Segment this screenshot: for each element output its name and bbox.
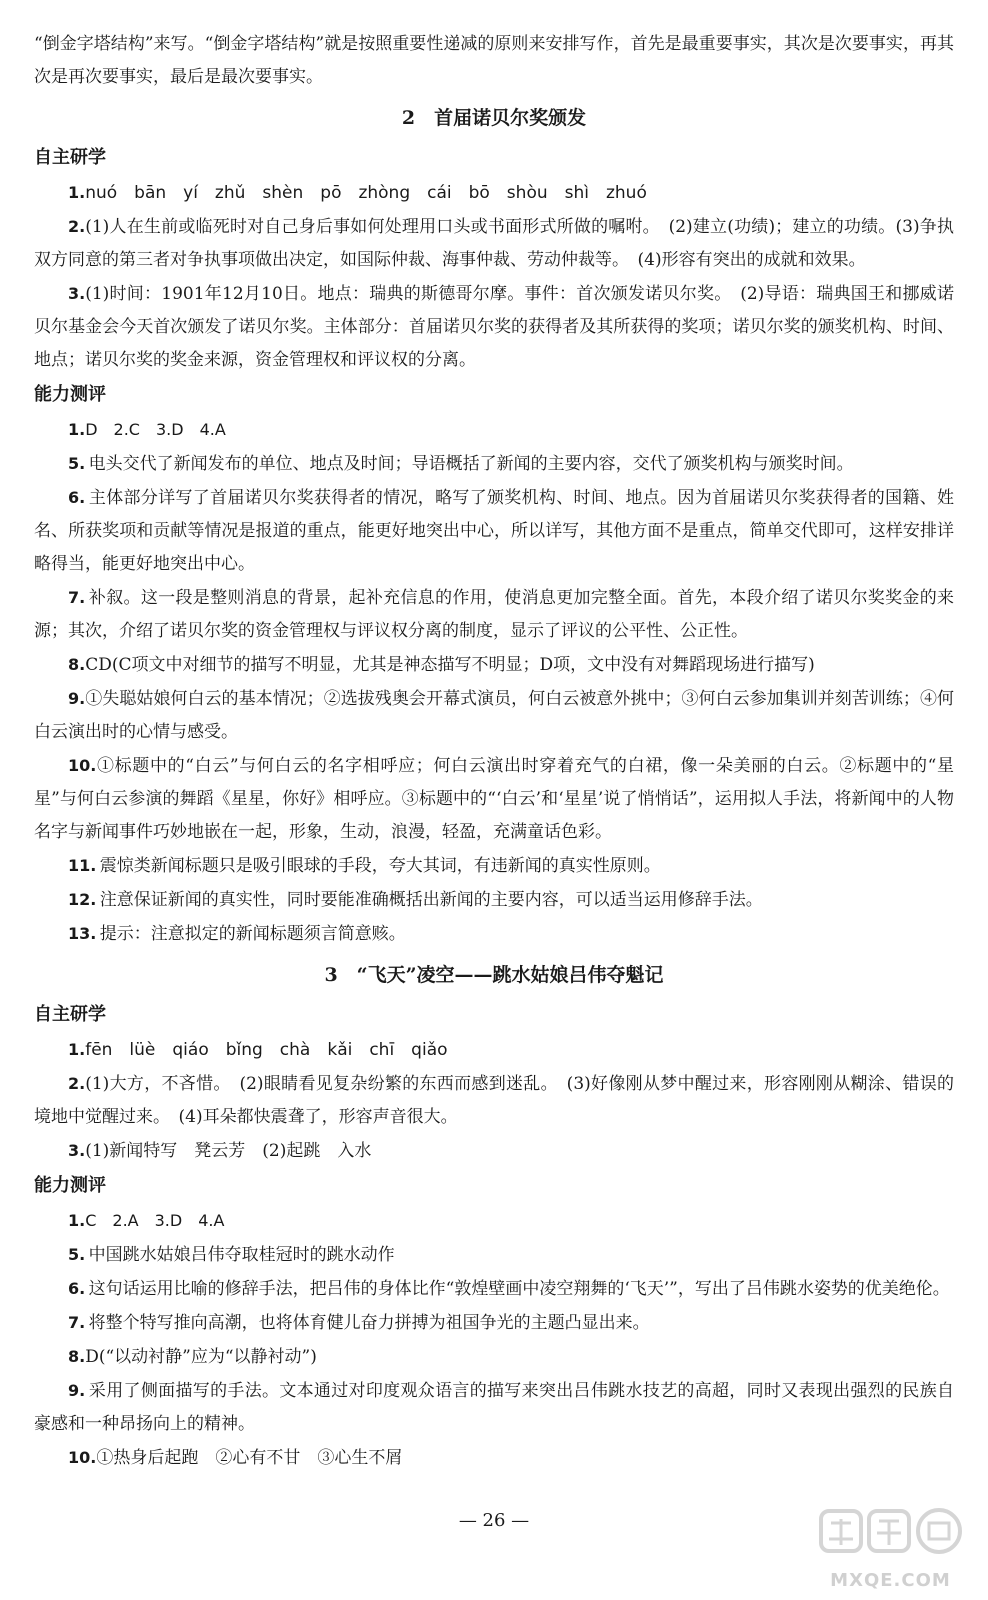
lesson-3-ability-heading: 能力测评: [34, 1175, 106, 1196]
lesson-3-ability-item-1: 1.C 2.A 3.D 4.A: [68, 1211, 225, 1230]
lesson-3-study-item-1: 1.fēn lüè qiáo bǐng chà kǎi chī qiǎo: [68, 1040, 448, 1060]
lesson-2-study-item-2: 2.(1)人在生前或临死时对自己身后事如何处理用口头或书面形式所做的嘱咐。 (2)建立(功绩)；建立的功绩。(3)争执双方同意的第三者对争执事项做出决定，如国际仲裁、海事仲裁、劳动仲裁等。 (4)形容有突出的成就和效果。: [34, 217, 954, 270]
lesson-2-ability-item-9: 9.①失聪姑娘何白云的基本情况；②选拔残奥会开幕式演员，何白云被意外挑中；③何白云参加集训并刻苦训练；④何白云演出时的心情与感受。: [34, 689, 954, 742]
watermark-logo: [803, 1505, 978, 1595]
lesson-2-study-heading: 自主研学: [34, 147, 106, 168]
watermark-text: MXQE.COM: [830, 1570, 951, 1591]
intro-paragraph: “倒金字塔结构”来写。“倒金字塔结构”就是按照重要性递减的原则来安排写作，首先是最重要事实，其次是次要事实，再其次是再次要事实，最后是最次要事实。: [34, 34, 954, 87]
lesson-2-ability-item-12: 12. 注意保证新闻的真实性，同时要能准确概括出新闻的主要内容，可以适当运用修辞手法。: [68, 890, 763, 910]
lesson-3-ability-item-6: 6. 这句话运用比喻的修辞手法，把吕伟的身体比作“敦煌壁画中凌空翔舞的‘飞天’”，写出了吕伟跳水姿势的优美绝伦。: [68, 1279, 950, 1299]
lesson-2-ability-item-13: 13. 提示：注意拟定的新闻标题须言简意赅。: [68, 924, 406, 944]
lesson-2-ability-item-1: 1.D 2.C 3.D 4.A: [68, 420, 226, 439]
lesson-3-ability-item-7: 7. 将整个特写推向高潮，也将体育健儿奋力拼搏为祖国争光的主题凸显出来。: [68, 1313, 650, 1333]
lesson-2-study-item-1: 1.nuó bān yí zhǔ shèn pō zhòng cái bō shòu shì zhuó: [68, 183, 647, 203]
watermark-seal-icon: [803, 1505, 978, 1571]
lesson-3-ability-item-9: 9. 采用了侧面描写的手法。文本通过对印度观众语言的描写来突出吕伟跳水技艺的高超，同时又表现出强烈的民族自豪感和一种昂扬向上的精神。: [34, 1381, 954, 1434]
lesson-2-ability-item-7: 7. 补叙。这一段是整则消息的背景，起补充信息的作用，使消息更加完整全面。首先，本段介绍了诺贝尔奖奖金的来源；其次，介绍了诺贝尔奖的资金管理权与评议权分离的制度，显示了评议的公平性、公正性。: [34, 588, 954, 641]
lesson-3-study-item-2: 2.(1)大方，不吝惜。 (2)眼睛看见复杂纷繁的东西而感到迷乱。 (3)好像刚从梦中醒过来，形容刚刚从糊涂、错误的境地中觉醒过来。 (4)耳朵都快震聋了，形容声音很大。: [34, 1074, 954, 1127]
lesson-3-title: 3 “飞天”凌空——跳水姑娘吕伟夺魁记: [324, 964, 664, 986]
lesson-3-study-item-3: 3.(1)新闻特写 凳云芳 (2)起跳 入水: [68, 1141, 372, 1161]
answer-page: [34, 28, 954, 1475]
lesson-2-ability-item-8: 8.CD(C项文中对细节的描写不明显，尤其是神态描写不明显；D项，文中没有对舞蹈现场进行描写): [68, 655, 815, 675]
lesson-2-ability-heading: 能力测评: [34, 384, 106, 405]
page-number: — 26 —: [458, 1510, 530, 1531]
lesson-2-study-item-3: 3.(1)时间：1901年12月10日。地点：瑞典的斯德哥尔摩。事件：首次颁发诺贝尔奖。 (2)导语：瑞典国王和挪威诺贝尔基金会今天首次颁发了诺贝尔奖。主体部分：首届诺贝尔奖的获得者及其所获得的奖项；诺贝尔奖的颁奖机构、时间、地点；诺贝尔奖的奖金来源，资金管理权和评议权的分离。: [34, 284, 954, 370]
lesson-2-ability-item-5: 5. 电头交代了新闻发布的单位、地点及时间；导语概括了新闻的主要内容，交代了颁奖机构与颁奖时间。: [68, 454, 854, 474]
lesson-2-ability-item-11: 11. 震惊类新闻标题只是吸引眼球的手段，夸大其词，有违新闻的真实性原则。: [68, 856, 661, 876]
lesson-2-ability-item-6: 6. 主体部分详写了首届诺贝尔奖获得者的情况，略写了颁奖机构、时间、地点。因为首届诺贝尔奖获得者的国籍、姓名、所获奖项和贡献等情况是报道的重点，能更好地突出中心，所以详写，其他方面不是重点，简单交代即可，这样安排详略得当，能更好地突出中心。: [34, 488, 954, 574]
lesson-2-ability-item-10: 10.①标题中的“白云”与何白云的名字相呼应；何白云演出时穿着充气的白裙，像一朵美丽的白云。②标题中的“星星”与何白云参演的舞蹈《星星，你好》相呼应。③标题中的“‘白云’和‘星星’说了悄悄话”，运用拟人手法，将新闻中的人物名字与新闻事件巧妙地嵌在一起，形象，生动，浪漫，轻盈，充满童话色彩。: [34, 756, 954, 842]
lesson-3-ability-item-10: 10.①热身后起跑 ②心有不甘 ③心生不屑: [68, 1448, 403, 1468]
lesson-3-ability-item-5: 5. 中国跳水姑娘吕伟夺取桂冠时的跳水动作: [68, 1245, 395, 1265]
lesson-3-ability-item-8: 8.D(“以动衬静”应为“以静衬动”): [68, 1347, 317, 1367]
lesson-3-study-heading: 自主研学: [34, 1004, 106, 1025]
lesson-2-title: 2 首届诺贝尔奖颁发: [401, 107, 587, 129]
